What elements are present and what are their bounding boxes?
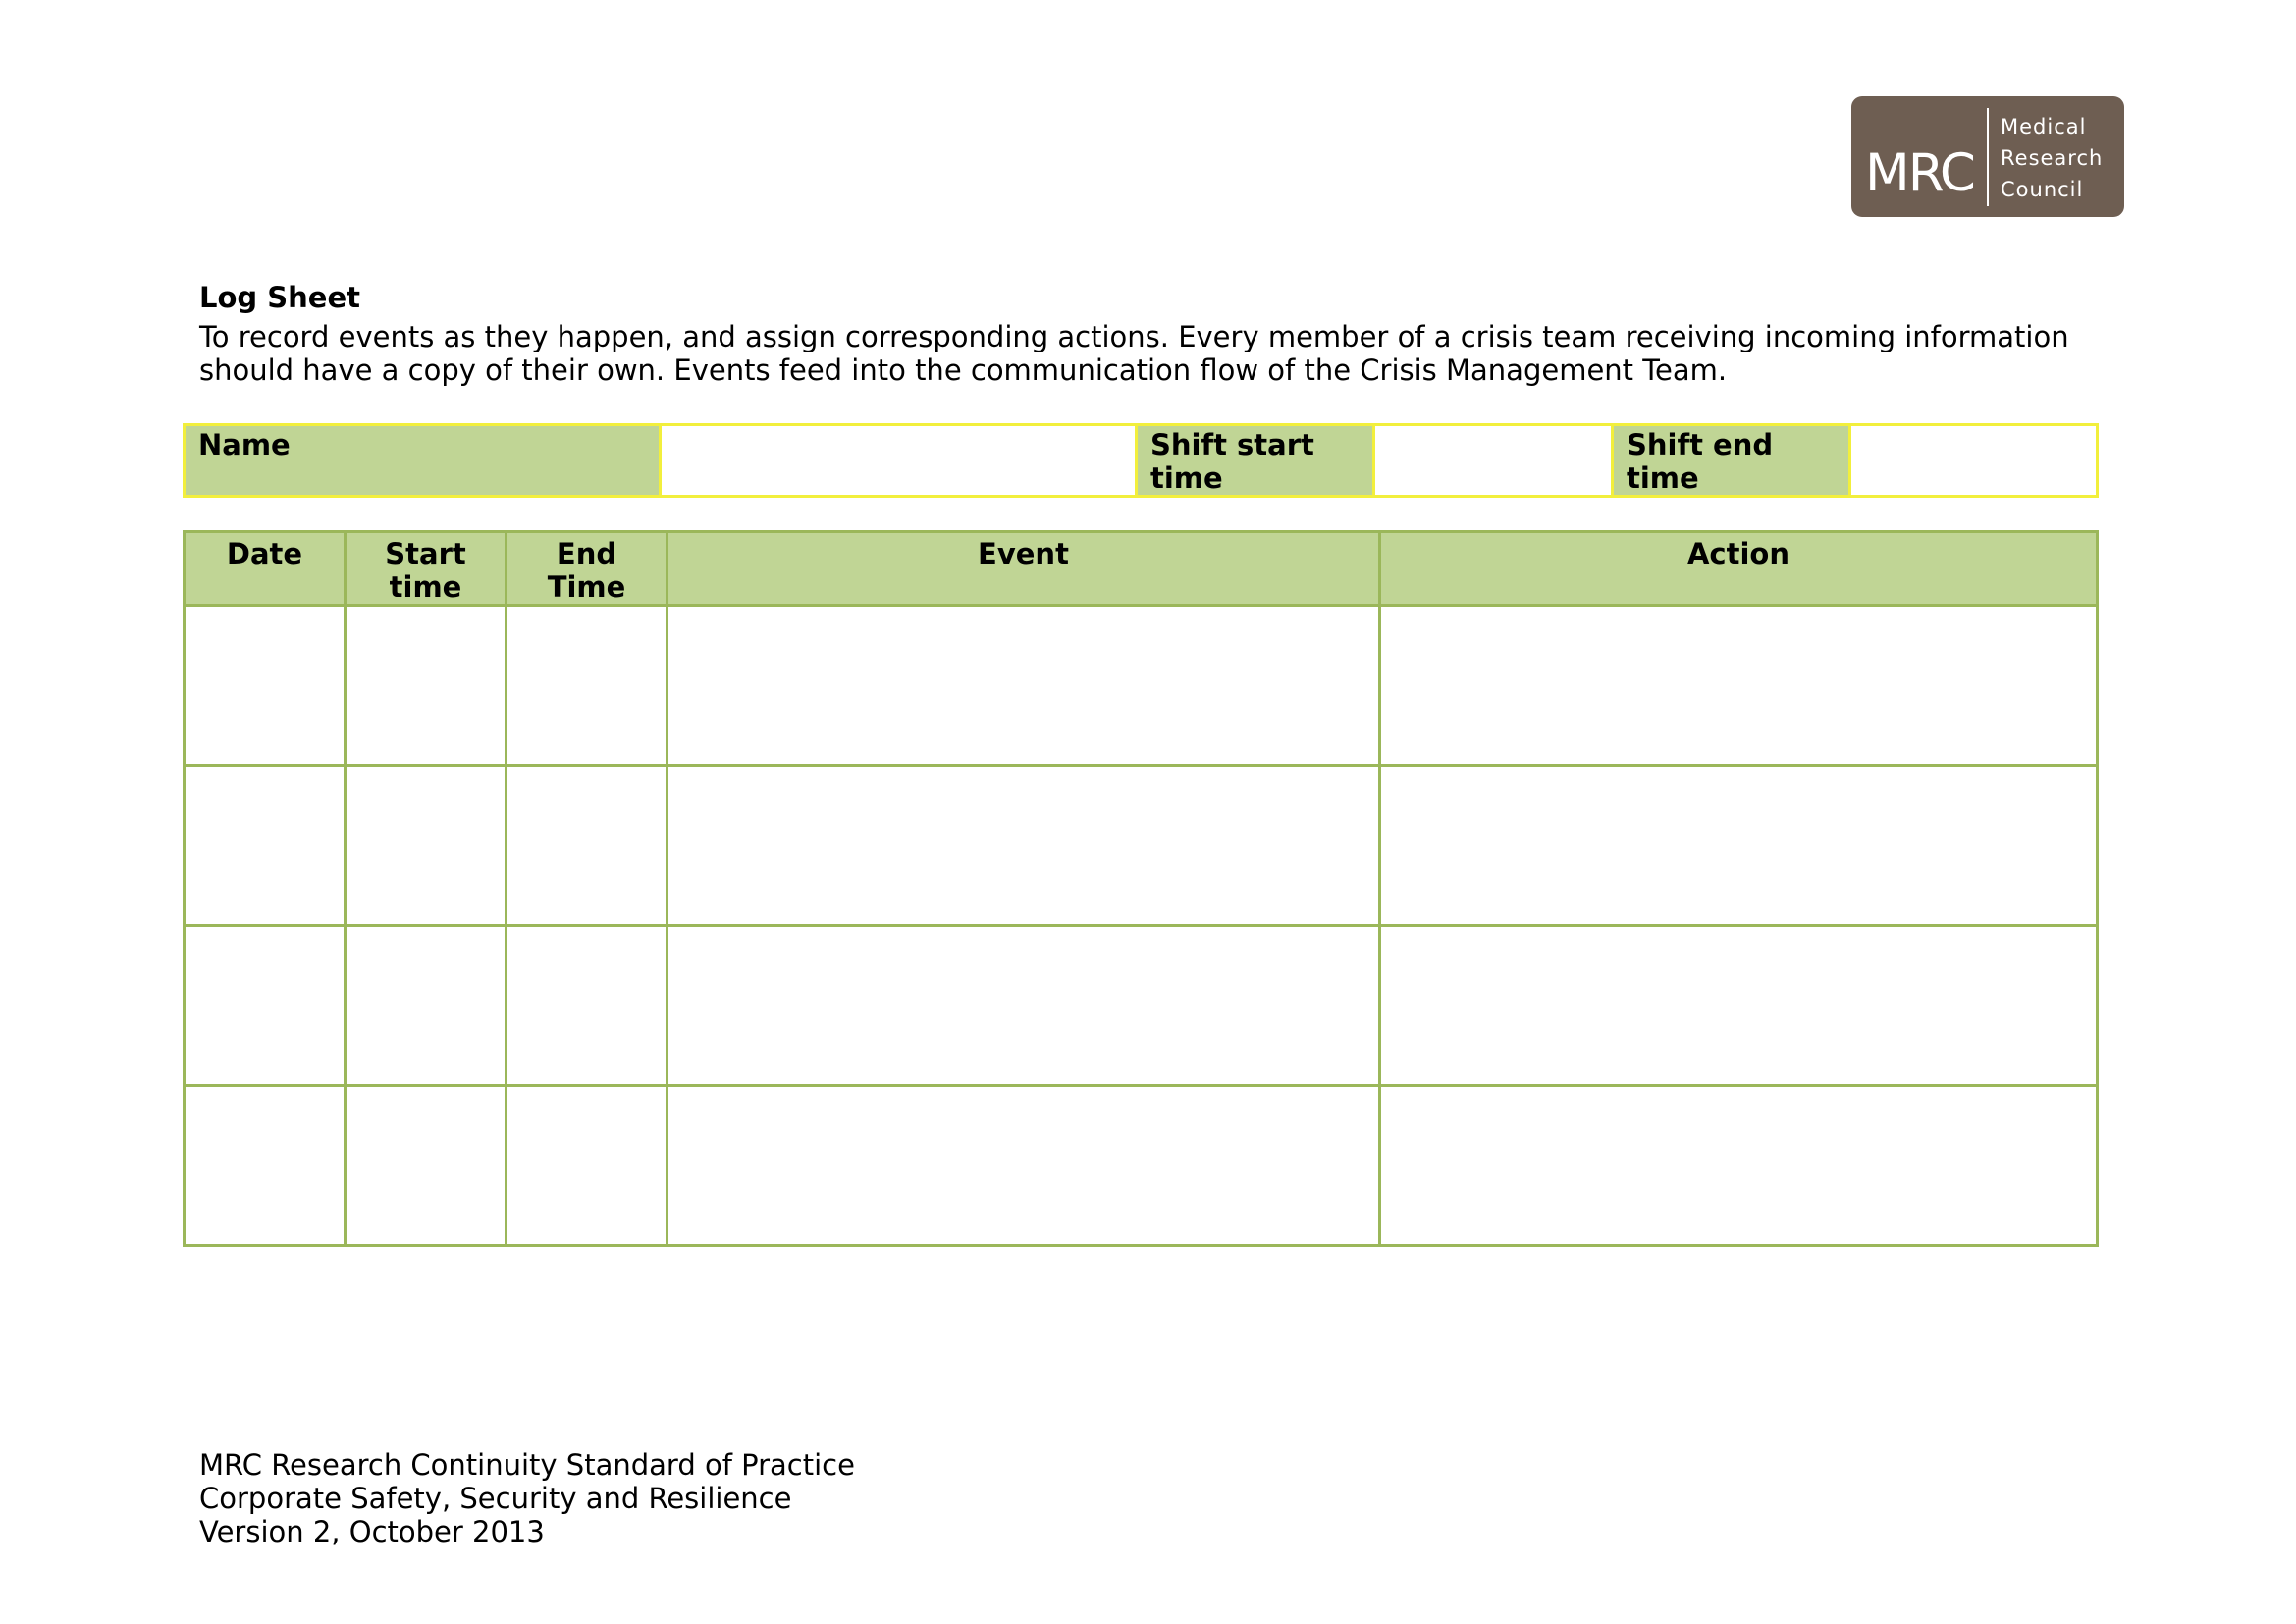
end-time-cell[interactable] <box>507 606 667 766</box>
end-time-cell[interactable] <box>507 1086 667 1246</box>
footer-line: Corporate Safety, Security and Resilience <box>199 1482 792 1515</box>
document-footer <box>199 1448 855 1548</box>
table-row <box>185 1086 2098 1246</box>
logo-mark: MRC <box>1865 143 1974 203</box>
event-cell[interactable] <box>667 606 1380 766</box>
page-title: Log Sheet <box>199 281 360 314</box>
logo-word: Research <box>2001 146 2104 170</box>
date-cell[interactable] <box>185 766 346 926</box>
table-row <box>185 606 2098 766</box>
date-cell[interactable] <box>185 926 346 1086</box>
shift-start-field[interactable] <box>1374 425 1613 497</box>
start-time-cell[interactable] <box>346 926 507 1086</box>
column-header-date: Date <box>185 532 346 606</box>
shift-details-table <box>183 423 2099 498</box>
table-row <box>185 766 2098 926</box>
start-time-cell[interactable] <box>346 766 507 926</box>
event-cell[interactable] <box>667 926 1380 1086</box>
action-cell[interactable] <box>1380 926 2098 1086</box>
footer-line: Version 2, October 2013 <box>199 1515 545 1548</box>
date-cell[interactable] <box>185 1086 346 1246</box>
log-header-row <box>185 532 2098 606</box>
intro-text: To record events as they happen, and assign corresponding actions. Every member of a crisis team receiving incoming information should have a copy of their own. Events feed into the communication flow of the Crisis Management Team. <box>199 320 2069 387</box>
logo-word: Medical <box>2001 115 2087 138</box>
logo-word: Council <box>2001 178 2084 201</box>
date-cell[interactable] <box>185 606 346 766</box>
shift-start-label: Shift start time <box>1137 425 1374 497</box>
shift-end-field[interactable] <box>1850 425 2098 497</box>
column-header-event: Event <box>667 532 1380 606</box>
end-time-cell[interactable] <box>507 766 667 926</box>
action-cell[interactable] <box>1380 766 2098 926</box>
shift-end-label: Shift end time <box>1613 425 1850 497</box>
logo-wordmark <box>2001 111 2103 205</box>
event-cell[interactable] <box>667 1086 1380 1246</box>
column-header-end-time: End Time <box>507 532 667 606</box>
logo-divider <box>1987 108 1989 206</box>
table-row <box>185 926 2098 1086</box>
action-cell[interactable] <box>1380 606 2098 766</box>
footer-line: MRC Research Continuity Standard of Practice <box>199 1448 855 1482</box>
log-table <box>183 530 2099 1247</box>
name-field[interactable] <box>661 425 1137 497</box>
start-time-cell[interactable] <box>346 606 507 766</box>
name-label: Name <box>185 425 661 497</box>
end-time-cell[interactable] <box>507 926 667 1086</box>
action-cell[interactable] <box>1380 1086 2098 1246</box>
mrc-logo <box>1851 96 2124 217</box>
shift-details-row <box>185 425 2098 497</box>
start-time-cell[interactable] <box>346 1086 507 1246</box>
column-header-start-time: Start time <box>346 532 507 606</box>
event-cell[interactable] <box>667 766 1380 926</box>
column-header-action: Action <box>1380 532 2098 606</box>
